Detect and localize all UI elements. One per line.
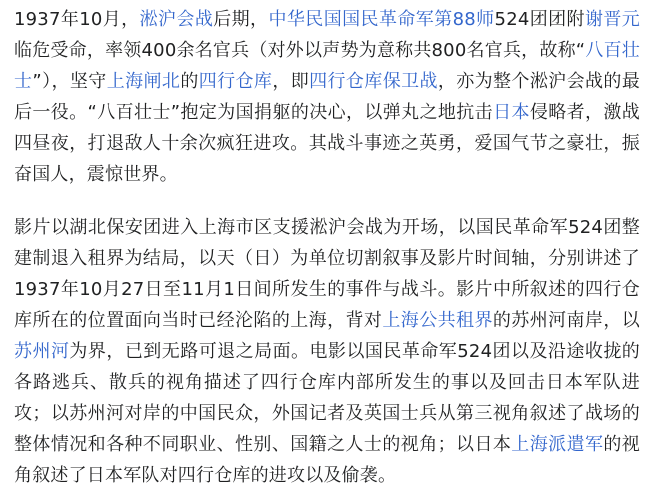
- text: ”），坚守: [32, 71, 107, 92]
- text: 后期，: [213, 9, 269, 30]
- text: 为界，已到无路可退之局面。电影以国民革命军524团以及沿途收拢的各路逃兵、散兵的视角描述了四行仓库内部所发生的事以及回击日本军队进攻；以苏州河对岸的中国民众，外国记者及英国士兵从第三视角叙述了战场的整体情况和各种不同职业、性别、国籍之人士的视角；以日本: [14, 341, 640, 455]
- text: 临危受命，率领400余名官兵（对外以声势为意称共800名官兵，故称“: [14, 40, 586, 61]
- paragraph-background: [14, 4, 640, 190]
- link-zhabei-shanghai[interactable]: 上海闸北: [106, 71, 181, 92]
- link-88th-division[interactable]: 中华民国国民革命军第88师: [268, 9, 495, 30]
- text: 影片以湖北保安团进入上海市区支援淞沪会战为开场，以国民革命军524团整建制退入租界为结局，以天（日）为单位切割叙事及影片时间轴，分别讲述了1937年10月27日至11月1日间所发生的事件与战斗。影片中所叙述的四行仓库所在的位置面向当时已经沦陷的上海，背对: [14, 217, 640, 331]
- text: ，亦为整个淞沪会战的最后一役。“八百壮士”抱定为国捐躯的决心，以弹丸之地抗击: [14, 71, 641, 123]
- text: 1937年10月，: [14, 9, 140, 30]
- link-sihang-warehouse[interactable]: 四行仓库: [198, 71, 273, 92]
- paragraph-plot: [14, 212, 640, 491]
- text: 的视角叙述了日本军队对四行仓库的进攻以及偷袭。: [14, 434, 640, 486]
- link-battle-of-shanghai[interactable]: 淞沪会战: [139, 9, 214, 30]
- link-shanghai-expeditionary-army[interactable]: 上海派遣军: [511, 434, 604, 455]
- link-suzhou-creek[interactable]: 苏州河: [14, 341, 70, 362]
- text: 的: [180, 71, 199, 92]
- link-defense-of-sihang-warehouse[interactable]: 四行仓库保卫战: [309, 71, 438, 92]
- link-eight-hundred-heroes[interactable]: 八百壮士: [14, 40, 640, 92]
- text: ，即: [272, 71, 310, 92]
- link-japan[interactable]: 日本: [493, 102, 530, 123]
- link-xie-jinyuan[interactable]: 谢晋元: [584, 9, 640, 30]
- text: 524团团附: [494, 9, 585, 30]
- text: 侵略者，激战四昼夜，打退敌人十余次疯狂进攻。其战斗事迹之英勇，爱国气节之豪壮，振奋国人，震惊世界。: [14, 102, 640, 185]
- text: 的苏州河南岸，以: [492, 310, 640, 331]
- link-shanghai-international-settlement[interactable]: 上海公共租界: [382, 310, 493, 331]
